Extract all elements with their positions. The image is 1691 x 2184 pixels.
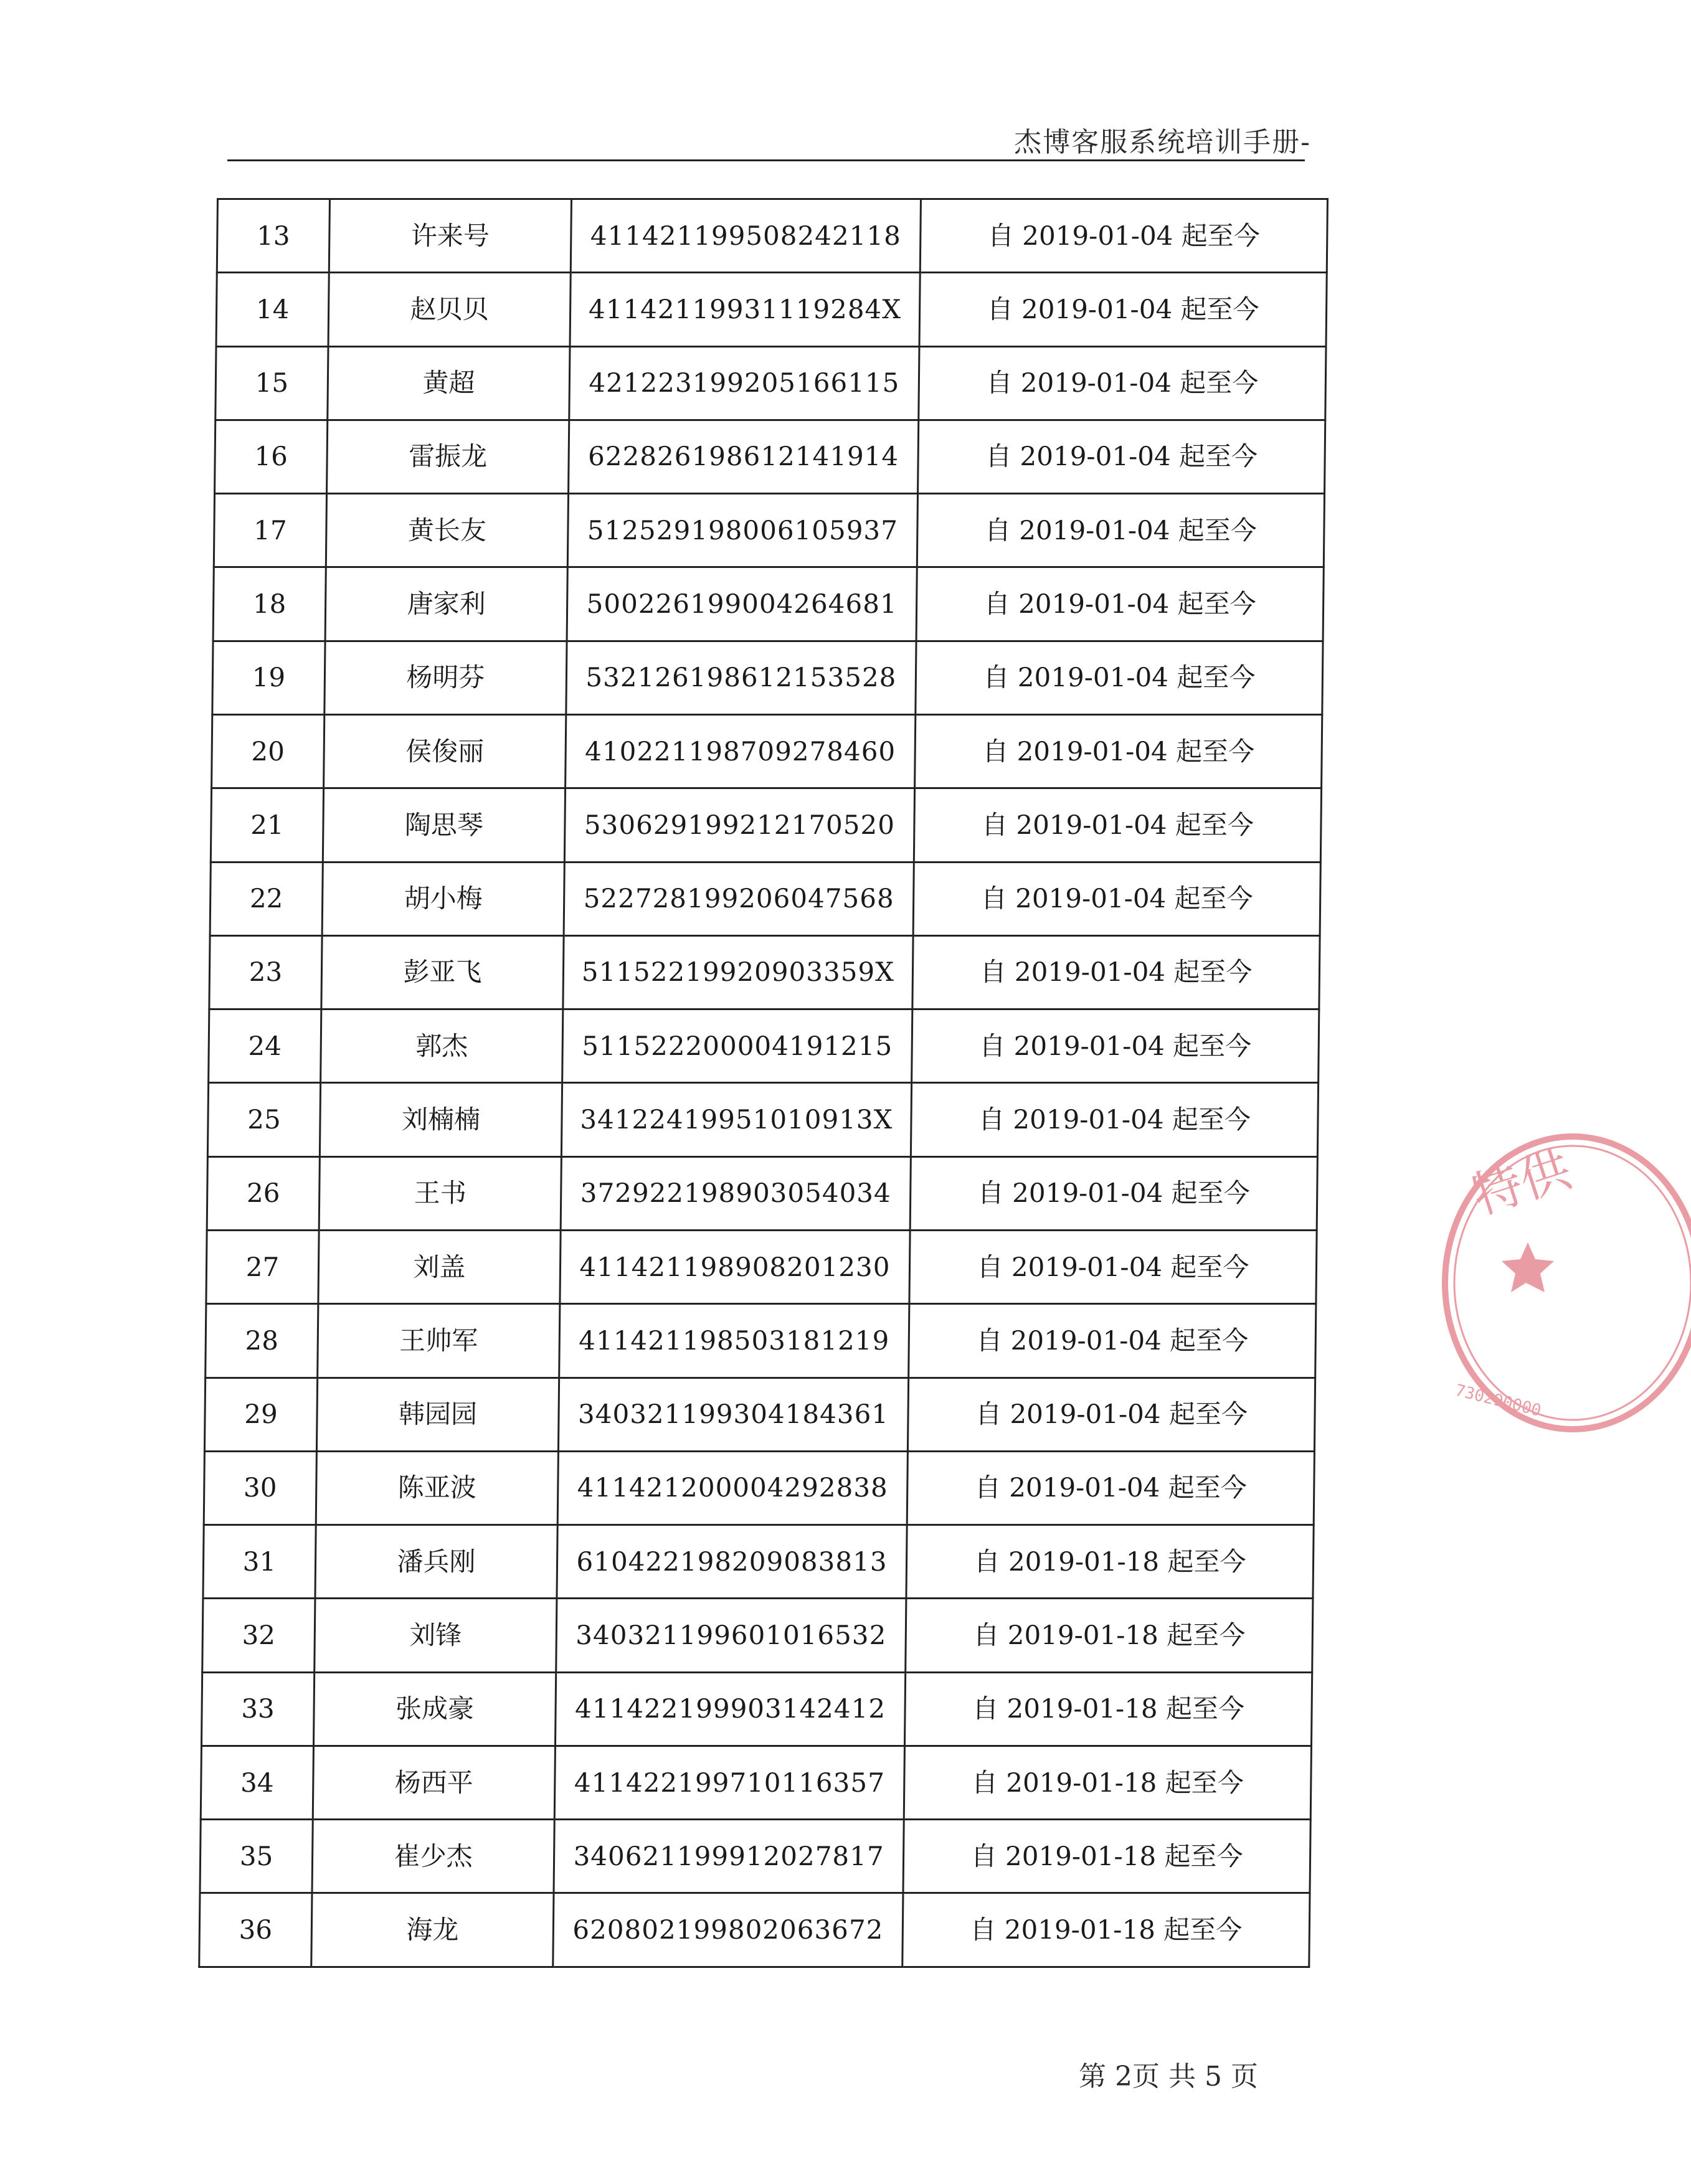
cell-period: 自 2019-01-18 起至今 (906, 1525, 1314, 1599)
cell-period: 自 2019-01-18 起至今 (904, 1746, 1311, 1819)
cell-serial-number: 35 (200, 1820, 313, 1893)
cell-id-number: 421223199205166115 (569, 346, 919, 420)
cell-name: 黄超 (328, 346, 570, 420)
cell-name: 赵贝贝 (328, 273, 571, 346)
cell-id-number: 41142119931119284X (570, 273, 920, 346)
cell-id-number: 622826198612141914 (569, 420, 919, 493)
cell-id-number: 512529198006105937 (567, 494, 917, 567)
cell-id-number: 522728199206047568 (564, 862, 914, 935)
cell-id-number: 610422198209083813 (557, 1525, 907, 1599)
cell-id-number: 511522200004191215 (562, 1009, 912, 1083)
cell-serial-number: 26 (207, 1156, 320, 1230)
table-row (203, 1525, 1314, 1599)
cell-name: 潘兵刚 (315, 1525, 557, 1599)
cell-period: 自 2019-01-04 起至今 (907, 1451, 1314, 1525)
cell-period: 自 2019-01-04 起至今 (917, 494, 1324, 567)
cell-name: 海龙 (311, 1893, 554, 1967)
table-row (202, 1599, 1313, 1672)
table-row (210, 862, 1320, 935)
cell-name: 雷振龙 (327, 420, 569, 493)
cell-serial-number: 22 (210, 862, 323, 935)
cell-id-number: 411421198908201230 (560, 1230, 910, 1303)
table-row (212, 714, 1322, 788)
cell-id-number: 372922198903054034 (561, 1156, 911, 1230)
table-row (217, 199, 1327, 273)
table-row (215, 420, 1325, 493)
personnel-table (198, 198, 1329, 1968)
table-row (209, 935, 1320, 1009)
cell-serial-number: 32 (202, 1599, 315, 1672)
cell-serial-number: 21 (211, 788, 323, 862)
personnel-table-wrapper (198, 198, 1319, 1968)
cell-period: 自 2019-01-04 起至今 (912, 935, 1320, 1009)
cell-name: 郭杰 (321, 1009, 563, 1083)
cell-serial-number: 23 (209, 935, 322, 1009)
cell-name: 陶思琴 (323, 788, 565, 862)
cell-period: 自 2019-01-04 起至今 (914, 788, 1321, 862)
table-row (211, 788, 1321, 862)
cell-id-number: 51152219920903359X (563, 935, 913, 1009)
cell-serial-number: 18 (213, 567, 326, 641)
cell-name: 彭亚飞 (321, 935, 564, 1009)
cell-period: 自 2019-01-04 起至今 (912, 1009, 1319, 1083)
cell-serial-number: 17 (214, 494, 326, 567)
cell-serial-number: 14 (216, 273, 329, 346)
cell-name: 刘楠楠 (320, 1083, 562, 1156)
cell-name: 韩园园 (316, 1378, 559, 1451)
table-row (207, 1156, 1317, 1230)
cell-serial-number: 20 (212, 714, 324, 788)
cell-name: 刘锋 (315, 1599, 557, 1672)
cell-serial-number: 15 (216, 346, 328, 420)
cell-period: 自 2019-01-04 起至今 (915, 714, 1322, 788)
cell-name: 陈亚波 (316, 1451, 558, 1525)
table-row (206, 1304, 1316, 1378)
table-row (209, 1009, 1319, 1083)
seal-code: 730290000 (1453, 1381, 1543, 1421)
seal-text: 特供 (1465, 1140, 1578, 1226)
cell-serial-number: 34 (201, 1746, 313, 1819)
cell-period: 自 2019-01-04 起至今 (913, 862, 1320, 935)
cell-serial-number: 31 (203, 1525, 316, 1599)
table-row (213, 567, 1324, 641)
table-row (204, 1378, 1315, 1451)
cell-id-number: 411421198503181219 (559, 1304, 909, 1378)
cell-period: 自 2019-01-18 起至今 (903, 1820, 1310, 1893)
table-row (214, 494, 1324, 567)
cell-name: 王书 (319, 1156, 561, 1230)
table-row (216, 346, 1326, 420)
table-row (216, 273, 1327, 346)
cell-period: 自 2019-01-18 起至今 (904, 1672, 1312, 1746)
page-number: 第 2页 共 5 页 (1079, 2061, 1258, 2092)
cell-id-number: 340321199304184361 (558, 1378, 908, 1451)
cell-id-number: 411421200004292838 (557, 1451, 907, 1525)
cell-name: 侯俊丽 (324, 714, 566, 788)
table-row (201, 1746, 1311, 1819)
cell-serial-number: 29 (204, 1378, 317, 1451)
cell-period: 自 2019-01-04 起至今 (909, 1304, 1316, 1378)
cell-id-number: 500226199004264681 (567, 567, 917, 641)
cell-name: 刘盖 (318, 1230, 561, 1303)
cell-period: 自 2019-01-04 起至今 (919, 346, 1326, 420)
table-row (204, 1451, 1314, 1525)
cell-name: 胡小梅 (322, 862, 564, 935)
cell-name: 唐家利 (325, 567, 567, 641)
cell-serial-number: 24 (209, 1009, 321, 1083)
personnel-table-body (199, 199, 1328, 1967)
cell-name: 崔少杰 (312, 1820, 554, 1893)
cell-id-number: 532126198612153528 (566, 641, 916, 714)
cell-name: 张成豪 (313, 1672, 556, 1746)
cell-serial-number: 19 (212, 641, 325, 714)
cell-serial-number: 33 (201, 1672, 314, 1746)
cell-id-number: 340621199912027817 (554, 1820, 904, 1893)
cell-name: 王帅军 (318, 1304, 560, 1378)
cell-period: 自 2019-01-04 起至今 (907, 1378, 1315, 1451)
cell-id-number: 410221198709278460 (566, 714, 916, 788)
cell-serial-number: 28 (206, 1304, 318, 1378)
cell-period: 自 2019-01-04 起至今 (920, 199, 1327, 273)
cell-id-number: 340321199601016532 (556, 1599, 906, 1672)
cell-id-number: 530629199212170520 (564, 788, 914, 862)
cell-period: 自 2019-01-04 起至今 (919, 273, 1327, 346)
cell-name: 黄长友 (326, 494, 568, 567)
cell-period: 自 2019-01-04 起至今 (910, 1156, 1317, 1230)
cell-name: 杨西平 (313, 1746, 555, 1819)
table-row (200, 1820, 1310, 1893)
cell-id-number: 34122419951010913X (561, 1083, 911, 1156)
cell-serial-number: 25 (207, 1083, 320, 1156)
cell-serial-number: 36 (199, 1893, 312, 1967)
company-seal-stamp (1429, 1121, 1691, 1445)
table-row (207, 1083, 1318, 1156)
cell-serial-number: 27 (206, 1230, 319, 1303)
cell-id-number: 411422199710116357 (554, 1746, 904, 1819)
cell-period: 自 2019-01-18 起至今 (906, 1599, 1313, 1672)
cell-period: 自 2019-01-04 起至今 (911, 1083, 1318, 1156)
cell-period: 自 2019-01-18 起至今 (902, 1893, 1310, 1967)
header-rule (227, 159, 1305, 161)
cell-name: 杨明芬 (324, 641, 567, 714)
table-row (206, 1230, 1317, 1303)
cell-id-number: 411422199903142412 (555, 1672, 905, 1746)
cell-id-number: 620802199802063672 (553, 1893, 903, 1967)
cell-serial-number: 13 (217, 199, 329, 273)
cell-period: 自 2019-01-04 起至今 (916, 567, 1324, 641)
table-row (199, 1893, 1310, 1967)
document-header-title: 杰博客服系统培训手册- (1014, 126, 1311, 158)
cell-serial-number: 30 (204, 1451, 316, 1525)
cell-period: 自 2019-01-04 起至今 (918, 420, 1325, 493)
cell-name: 许来号 (329, 199, 571, 273)
cell-period: 自 2019-01-04 起至今 (909, 1230, 1317, 1303)
table-row (212, 641, 1323, 714)
table-row (201, 1672, 1312, 1746)
cell-serial-number: 16 (215, 420, 328, 493)
cell-id-number: 411421199508242118 (571, 199, 921, 273)
cell-period: 自 2019-01-04 起至今 (916, 641, 1323, 714)
